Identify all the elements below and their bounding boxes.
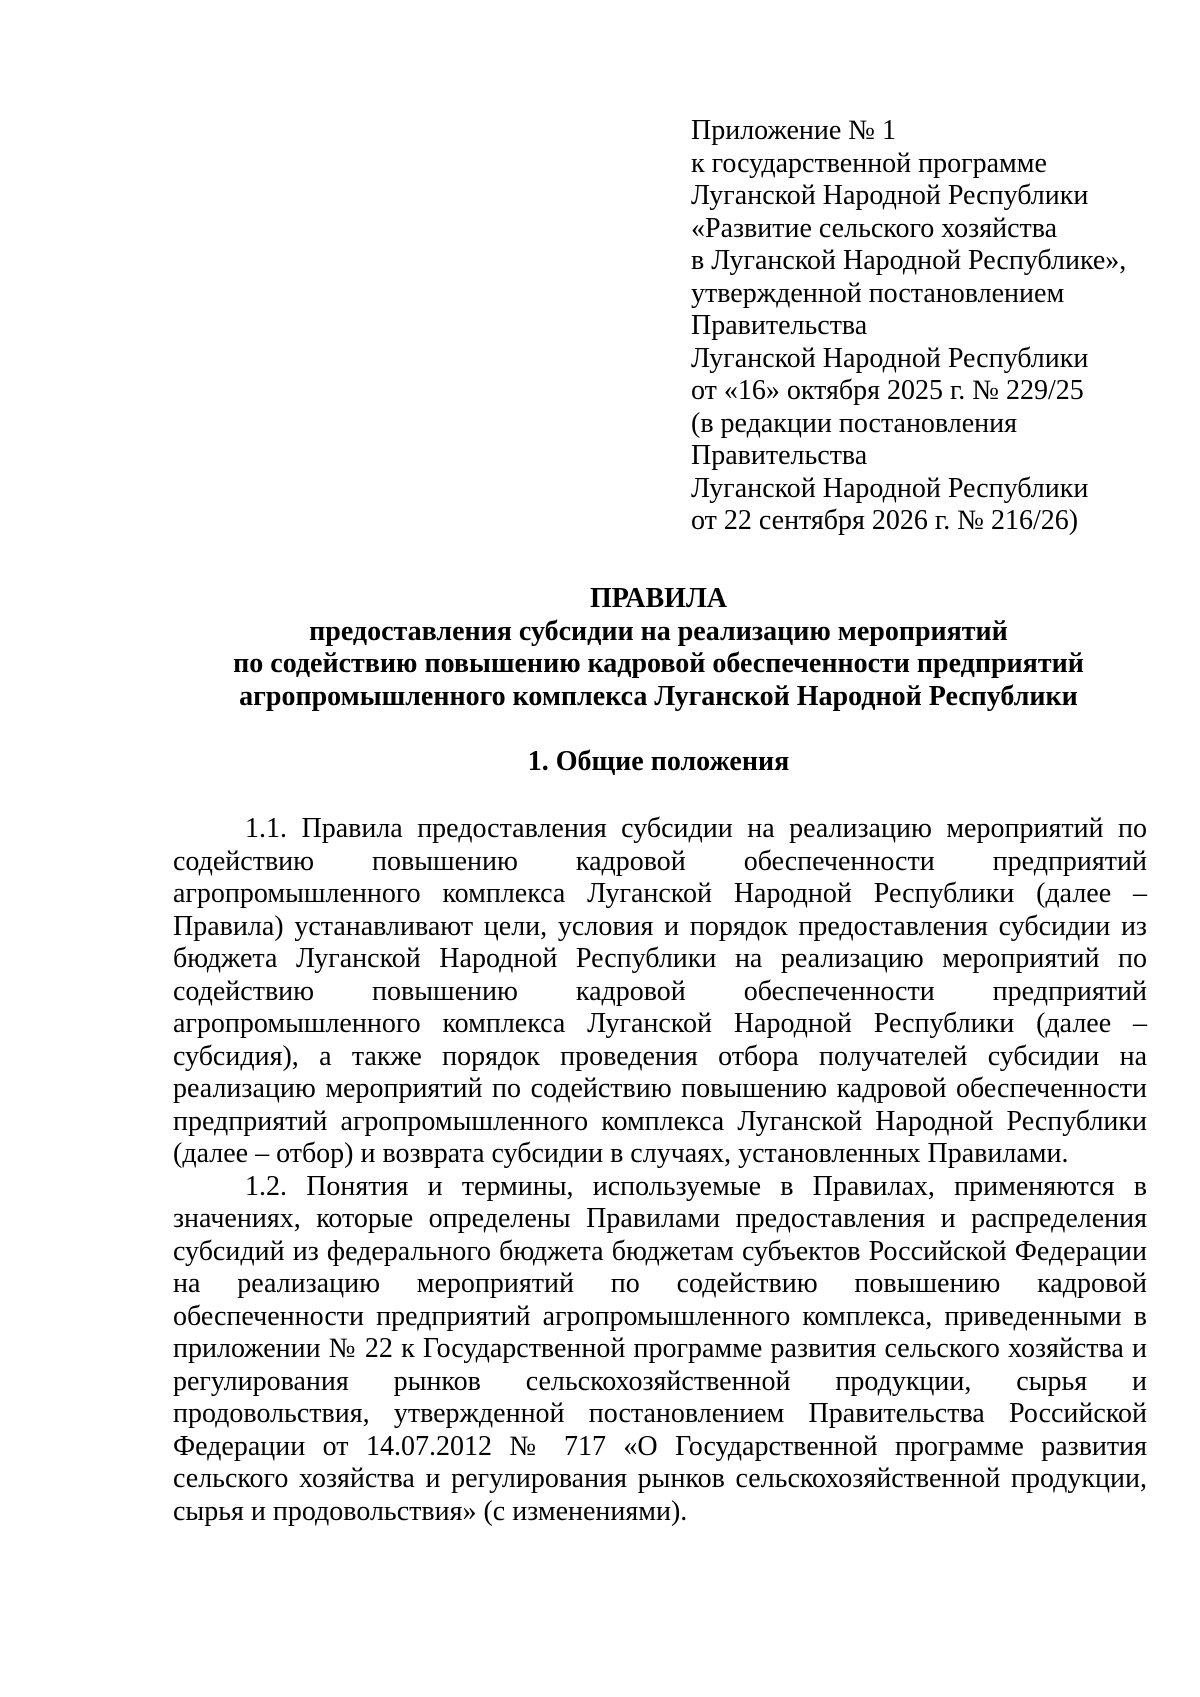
appendix-line: утвержденной постановлением xyxy=(691,277,1065,309)
title-line: предоставления субсидии на реализацию мероприятий xyxy=(309,615,1008,647)
appendix-line: к государственной программе xyxy=(691,147,1047,179)
document-body xyxy=(173,813,1147,1528)
title-line: агропромышленного комплекса Луганской Народной Республики xyxy=(239,680,1078,712)
paragraph-1-1: 1.1. Правила предоставления субсидии на реализацию мероприятий по содействию повышению кадровой обеспеченности предприятий агропромышленного комплекса Луганской Народной Республики (далее – Правила) устанавливают цели, условия и порядок предоставления субсидии из бюджета Луганской Народной Республики на реализацию мероприятий по содействию повышению кадровой обеспеченности предприятий агропромышленного комплекса Луганской Народной Республики (далее – субсидия), а также порядок проведения отбора получателей субсидии на реализацию мероприятий по содействию повышению кадровой обеспеченности предприятий агропромышленного комплекса Луганской Народной Республики (далее – отбор) и возврата субсидии в случаях, установленных Правилами. xyxy=(173,813,1147,1169)
appendix-line: Луганской Народной Республики xyxy=(691,342,1089,374)
appendix-line: Правительства xyxy=(691,310,868,341)
title-line: по содействию повышению кадровой обеспеченности предприятий xyxy=(233,648,1084,679)
appendix-line: в Луганской Народной Республике», xyxy=(691,245,1127,276)
appendix-line: (в редакции постановления xyxy=(691,407,1018,439)
appendix-line: от 22 сентября 2026 г. № 216/26) xyxy=(691,505,1079,536)
appendix-line: «Развитие сельского хозяйства xyxy=(691,212,1058,244)
paragraph-1-2: 1.2. Понятия и термины, используемые в Правилах, применяются в значениях, которые определены Правилами предоставления и распределения субсидий из федерального бюджета бюджетам субъектов Российской Федерации на реализацию мероприятий по содействию повышению кадровой обеспеченности предприятий агропромышленного комплекса, приведенными в приложении № 22 к Государственной программе развития сельского хозяйства и регулирования рынков сельскохозяйственной продукции, сырья и продовольствия, утвержденной постановлением Правительства Российской Федерации от 14.07.2012 № 717 «О Государственной программе развития сельского хозяйства и регулирования рынков сельскохозяйственной продукции, сырья и продовольствия» (с изменениями). xyxy=(173,1170,1147,1527)
title-heading: ПРАВИЛА xyxy=(589,583,728,614)
appendix-line: Луганской Народной Республики xyxy=(691,472,1089,504)
appendix-line: Правительства xyxy=(691,440,868,471)
appendix-line: от «16» октября 2025 г. № 229/25 xyxy=(691,375,1084,406)
document-title xyxy=(170,583,1147,713)
appendix-line: Приложение № 1 xyxy=(691,115,896,146)
appendix-header xyxy=(691,115,1161,538)
appendix-line: Луганской Народной Республики xyxy=(691,180,1089,211)
section-heading: 1. Общие положения xyxy=(527,746,790,777)
